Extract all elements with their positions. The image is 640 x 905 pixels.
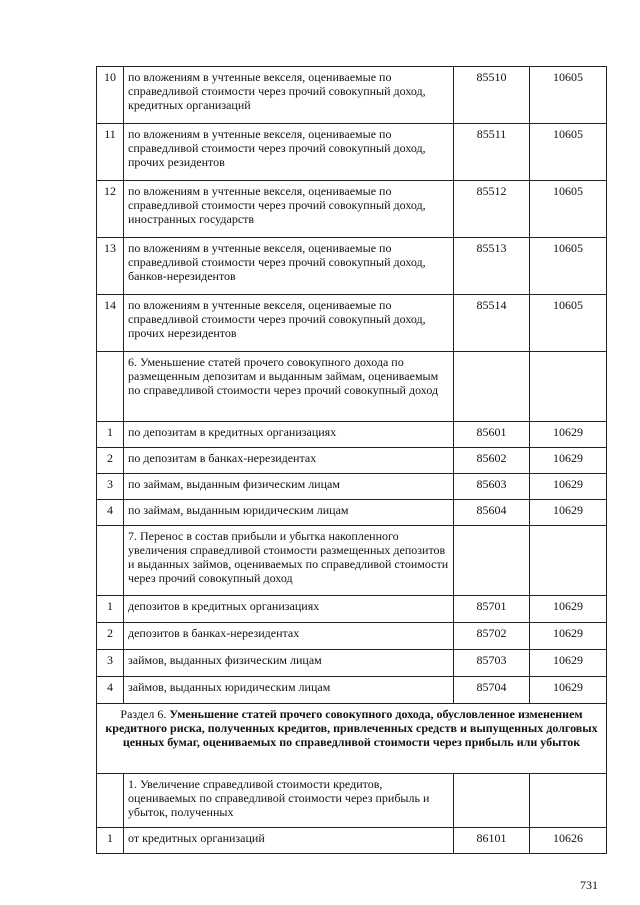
row-account: 10629: [530, 596, 607, 623]
row-name: депозитов в банках-нерезидентах: [124, 623, 454, 650]
row-account: 10629: [530, 677, 607, 704]
row-name: по займам, выданным юридическим лицам: [124, 500, 454, 526]
row-code: [454, 352, 530, 422]
table-subheading-row: [97, 774, 607, 828]
row-number: 3: [97, 474, 124, 500]
row-account: 10629: [530, 448, 607, 474]
table-row: [97, 596, 607, 623]
table-row: [97, 474, 607, 500]
row-account: [530, 774, 607, 828]
row-account: 10605: [530, 67, 607, 124]
table-row: [97, 623, 607, 650]
row-number: 4: [97, 677, 124, 704]
row-name: депозитов в кредитных организациях: [124, 596, 454, 623]
row-code: 85604: [454, 500, 530, 526]
accounts-table: [96, 66, 607, 854]
page-number: 731: [580, 878, 598, 892]
table-row: [97, 422, 607, 448]
row-number: 3: [97, 650, 124, 677]
row-code: 85514: [454, 295, 530, 352]
row-number: 1: [97, 596, 124, 623]
row-code: 85602: [454, 448, 530, 474]
row-number: 2: [97, 623, 124, 650]
section-title: Уменьшение статей прочего совокупного дохода, обусловленное изменением кредитного риска, полученных кредитов, привлеченных средств и выпущенных долговых ценных бумаг, оцениваемых по справедливой стоимости через прибыль или убыток: [105, 707, 598, 749]
row-code: 85702: [454, 623, 530, 650]
row-number: 1: [97, 422, 124, 448]
row-code: [454, 774, 530, 828]
row-account: 10626: [530, 828, 607, 854]
row-code: [454, 526, 530, 596]
row-code: 85703: [454, 650, 530, 677]
row-number: 12: [97, 181, 124, 238]
row-name: займов, выданных физическим лицам: [124, 650, 454, 677]
row-account: [530, 526, 607, 596]
table-row: [97, 67, 607, 124]
row-code: 85603: [454, 474, 530, 500]
table-row: [97, 295, 607, 352]
row-account: 10605: [530, 124, 607, 181]
row-code: 85511: [454, 124, 530, 181]
row-code: 85513: [454, 238, 530, 295]
row-name: по депозитам в банках-нерезидентах: [124, 448, 454, 474]
row-name: по займам, выданным физическим лицам: [124, 474, 454, 500]
row-number: 14: [97, 295, 124, 352]
row-number: 10: [97, 67, 124, 124]
row-code: 85510: [454, 67, 530, 124]
subheading-text: 6. Уменьшение статей прочего совокупного дохода по размещенным депозитам и выданным займам, оцениваемым по справедливой стоимости через прочий совокупный доход: [124, 352, 454, 422]
section-heading: [97, 704, 607, 774]
subheading-text: 1. Увеличение справедливой стоимости кредитов, оцениваемых по справедливой стоимости через прибыль и убыток, полученных: [124, 774, 454, 828]
row-code: 85704: [454, 677, 530, 704]
table-subheading-row: [97, 352, 607, 422]
row-number: 13: [97, 238, 124, 295]
table-row: [97, 650, 607, 677]
row-number: 11: [97, 124, 124, 181]
row-account: 10629: [530, 650, 607, 677]
row-account: 10605: [530, 238, 607, 295]
table-row: [97, 500, 607, 526]
table-row: [97, 238, 607, 295]
row-number: [97, 774, 124, 828]
row-name: от кредитных организаций: [124, 828, 454, 854]
row-account: 10605: [530, 295, 607, 352]
row-name: по вложениям в учтенные векселя, оцениваемые по справедливой стоимости через прочий совокупный доход, банков-нерезидентов: [124, 238, 454, 295]
table-subheading-row: [97, 526, 607, 596]
table-row: [97, 124, 607, 181]
row-number: 2: [97, 448, 124, 474]
row-account: 10629: [530, 500, 607, 526]
row-account: [530, 352, 607, 422]
subheading-text: 7. Перенос в состав прибыли и убытка накопленного увеличения справедливой стоимости размещенных депозитов и выданных займов, оцениваемых по справедливой стоимости через прочий совокупный доход: [124, 526, 454, 596]
row-name: по вложениям в учтенные векселя, оцениваемые по справедливой стоимости через прочий совокупный доход, прочих нерезидентов: [124, 295, 454, 352]
section-prefix: Раздел 6.: [120, 707, 167, 721]
row-account: 10629: [530, 422, 607, 448]
row-code: 85601: [454, 422, 530, 448]
row-name: займов, выданных юридическим лицам: [124, 677, 454, 704]
row-number: 1: [97, 828, 124, 854]
row-name: по вложениям в учтенные векселя, оцениваемые по справедливой стоимости через прочий совокупный доход, кредитных организаций: [124, 67, 454, 124]
row-number: 4: [97, 500, 124, 526]
row-number: [97, 526, 124, 596]
row-account: 10629: [530, 623, 607, 650]
row-code: 86101: [454, 828, 530, 854]
row-code: 85512: [454, 181, 530, 238]
row-code: 85701: [454, 596, 530, 623]
row-account: 10605: [530, 181, 607, 238]
table-row: [97, 181, 607, 238]
row-name: по вложениям в учтенные векселя, оцениваемые по справедливой стоимости через прочий совокупный доход, иностранных государств: [124, 181, 454, 238]
section-heading-row: [97, 704, 607, 774]
table-row: [97, 828, 607, 854]
table-row: [97, 448, 607, 474]
row-name: по депозитам в кредитных организациях: [124, 422, 454, 448]
row-number: [97, 352, 124, 422]
row-name: по вложениям в учтенные векселя, оцениваемые по справедливой стоимости через прочий совокупный доход, прочих резидентов: [124, 124, 454, 181]
table-row: [97, 677, 607, 704]
row-account: 10629: [530, 474, 607, 500]
